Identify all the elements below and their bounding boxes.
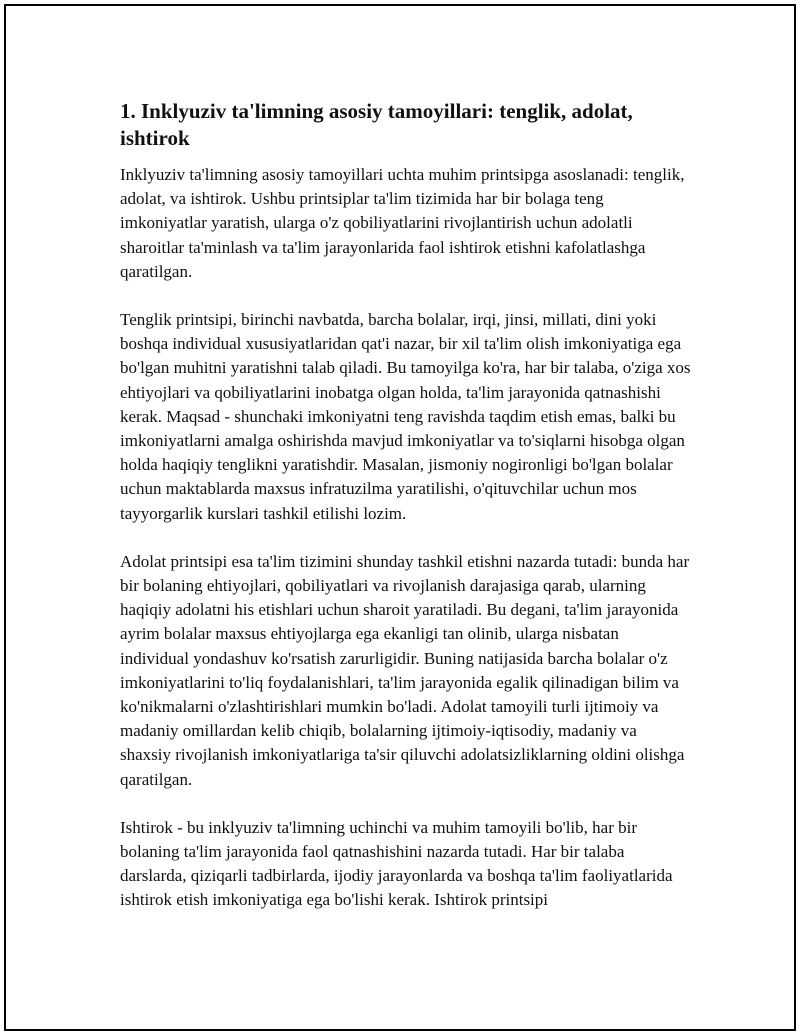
document-content	[120, 98, 692, 937]
paragraph-intro: Inklyuziv ta'limning asosiy tamoyillari uchta muhim printsipga asoslanadi: tenglik, adolat, va ishtirok. Ushbu printsiplar ta'lim tizimida har bir bolaga teng imkoniyatlar yaratish, ularga o'z qobiliyatlarini rivojlantirish uchun adolatli sharoitlar ta'minlash va ta'lim jarayonlarida faol ishtirok etishni kafolatlashga qaratilgan.	[120, 165, 685, 281]
document-page	[4, 4, 796, 1031]
paragraph-adolat: Adolat printsipi esa ta'lim tizimini shunday tashkil etishni nazarda tutadi: bunda har bir bolaning ehtiyojlari, qobiliyatlari va rivojlanish darajasiga qarab, ularning haqiqiy adolatni his etishlari uchun sharoit yaratiladi. Bu degani, ta'lim jarayonida ayrim bolalar maxsus ehtiyojlarga ega ekanligi tan olinib, ularga nisbatan individual yondashuv ko'rsatish zarurligidir. Buning natijasida barcha bolalar o'z imkoniyatlarini to'liq foydalanishlari, ta'lim jarayonida egalik qilinadigan bilim va ko'nikmalarni o'zlashtirishlari mumkin bo'ladi. Adolat tamoyili turli ijtimoiy va madaniy omillardan kelib chiqib, bolalarning ijtimoiy-iqtisodiy, madaniy va shaxsiy rivojlanish imkoniyatlariga ta'sir qiluvchi adolatsizliklarning oldini olishga qaratilgan.	[120, 551, 690, 789]
paragraph-ishtirok: Ishtirok - bu inklyuziv ta'limning uchinchi va muhim tamoyili bo'lib, har bir bolaning ta'lim jarayonida faol qatnashishini nazarda tutadi. Har bir talaba darslarda, qiziqarli tadbirlarda, ijodiy jarayonlarda va boshqa ta'lim faoliyatlarida ishtirok etish imkoniyatiga ega bo'lishi kerak. Ishtirok printsipi	[120, 817, 673, 910]
paragraph-tenglik: Tenglik printsipi, birinchi navbatda, barcha bolalar, irqi, jinsi, millati, dini yoki boshqa individual xususiyatlaridan qat'i nazar, bir xil ta'lim olish imkoniyatiga ega bo'lgan muhitni yaratishni talab qiladi. Bu tamoyilga ko'ra, har bir talaba, o'ziga xos ehtiyojlari va qobiliyatlarini inobatga olgan holda, ta'lim jarayonida qatnashishi kerak. Maqsad - shunchaki imkoniyatni teng ravishda taqdim etish emas, balki bu imkoniyatlarni amalga oshirishda mavjud imkoniyatlar va to'siqlarni hisobga olgan holda haqiqiy tenglikni yaratishdir. Masalan, jismoniy nogironligi bo'lgan bolalar uchun maktablarda maxsus infratuzilma yaratilishi, o'qituvchilar uchun mos tayyorgarlik kurslari tashkil etilishi lozim.	[120, 310, 691, 523]
section-heading: 1. Inklyuziv ta'limning asosiy tamoyillari: tenglik, adolat, ishtirok	[120, 99, 633, 150]
